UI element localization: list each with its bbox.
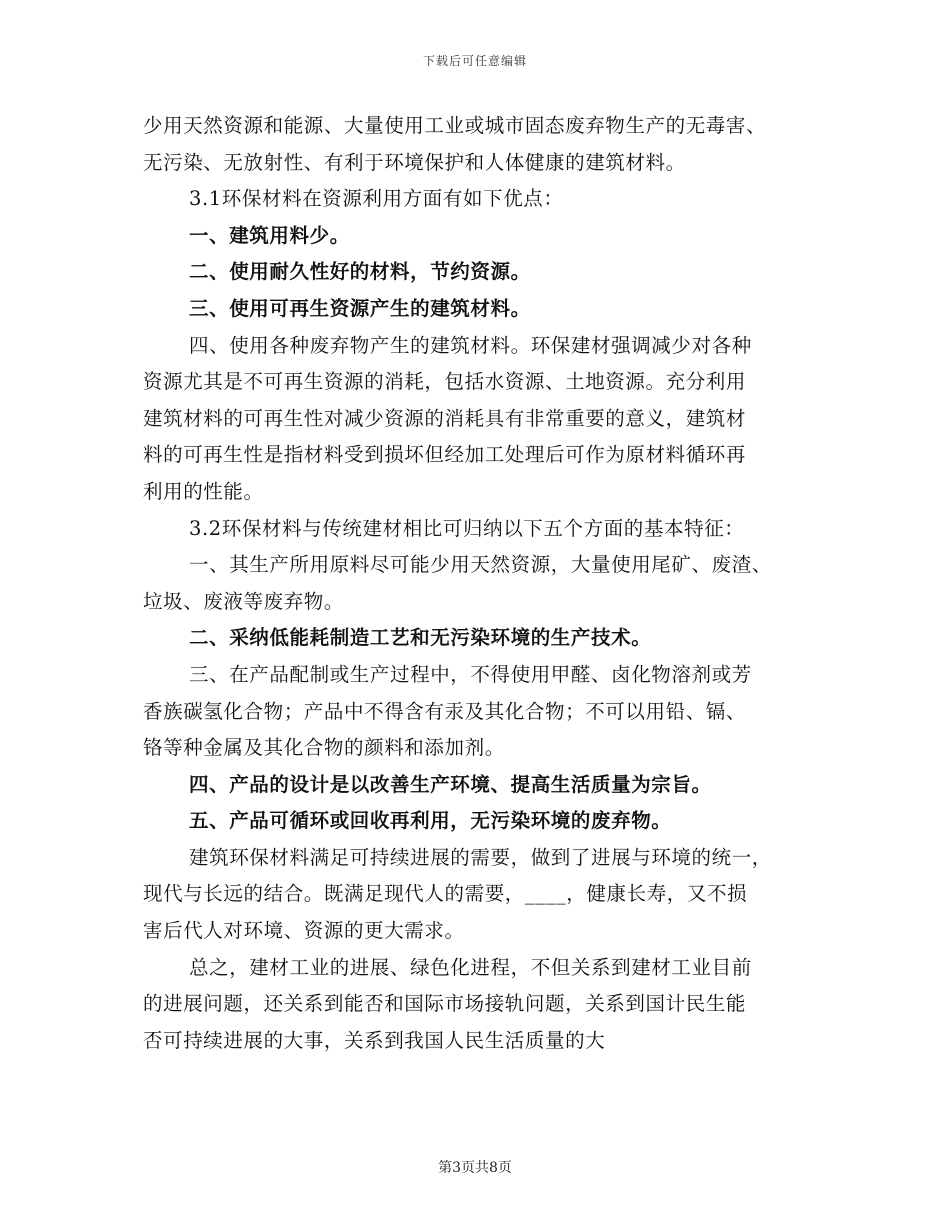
text-line: 害后代人对环境、资源的更大需求。 — [143, 919, 465, 943]
paragraph-start: 总之，建材工业的进展、绿色化进程，不但关系到建材工业目前 — [189, 955, 752, 979]
page-footer: 第3页共8页 — [438, 1160, 512, 1176]
text-line: 垃圾、废液等废弃物。 — [143, 589, 345, 613]
list-item: 三、使用可再生资源产生的建筑材料。 — [189, 296, 531, 320]
text-line: 现代与长远的结合。既满足现代人的需要，____，健康长寿，又不损 — [143, 882, 748, 906]
list-item: 一、建筑用料少。 — [189, 223, 350, 247]
text-line: 资源尤其是不可再生资源的消耗，包括水资源、土地资源。充分利用 — [143, 370, 747, 394]
text-line: 的进展问题，还关系到能否和国际市场接轨问题，关系到国计民生能 — [143, 992, 747, 1016]
text-line: 建筑材料的可再生性对减少资源的消耗具有非常重要的意义，建筑材 — [143, 406, 747, 430]
list-item: 二、使用耐久性好的材料，节约资源。 — [189, 260, 531, 284]
text-line: 利用的性能。 — [143, 479, 264, 503]
text-line: 料的可再生性是指材料受到损坏但经加工处理后可作为原材料循环再 — [143, 443, 747, 467]
document-body — [143, 108, 815, 1059]
section-heading: 3.1环保材料在资源利用方面有如下优点： — [189, 187, 564, 211]
section-heading: 3.2环保材料与传统建材相比可归纳以下五个方面的基本特征： — [189, 516, 745, 540]
list-item: 四、产品的设计是以改善生产环境、提高生活质量为宗旨。 — [189, 772, 712, 796]
paragraph-start: 建筑环保材料满足可持续进展的需要，做到了进展与环境的统一， — [189, 845, 772, 869]
list-item: 一、其生产所用原料尽可能少用天然资源，大量使用尾矿、废渣、 — [189, 553, 772, 577]
list-item: 四、使用各种废弃物产生的建筑材料。环保建材强调减少对各种 — [189, 333, 752, 357]
text-line: 少用天然资源和能源、大量使用工业或城市固态废弃物生产的无毒害、 — [143, 114, 767, 137]
text-line: 否可持续进展的大事，关系到我国人民生活质量的大 — [143, 1028, 606, 1052]
text-line: 铬等种金属及其化合物的颜料和添加剂。 — [143, 736, 505, 760]
list-item: 二、采纳低能耗制造工艺和无污染环境的生产技术。 — [189, 626, 652, 650]
page-header: 下载后可任意编辑 — [422, 54, 527, 68]
list-item: 五、产品可循环或回收再利用，无污染环境的废弃物。 — [189, 809, 672, 833]
text-line: 香族碳氢化合物；产品中不得含有汞及其化合物；不可以用铅、镉、 — [143, 699, 747, 723]
text-line: 无污染、无放射性、有利于环境保护和人体健康的建筑材料。 — [143, 150, 686, 174]
list-item: 三、在产品配制或生产过程中，不得使用甲醛、卤化物溶剂或芳 — [189, 662, 752, 686]
